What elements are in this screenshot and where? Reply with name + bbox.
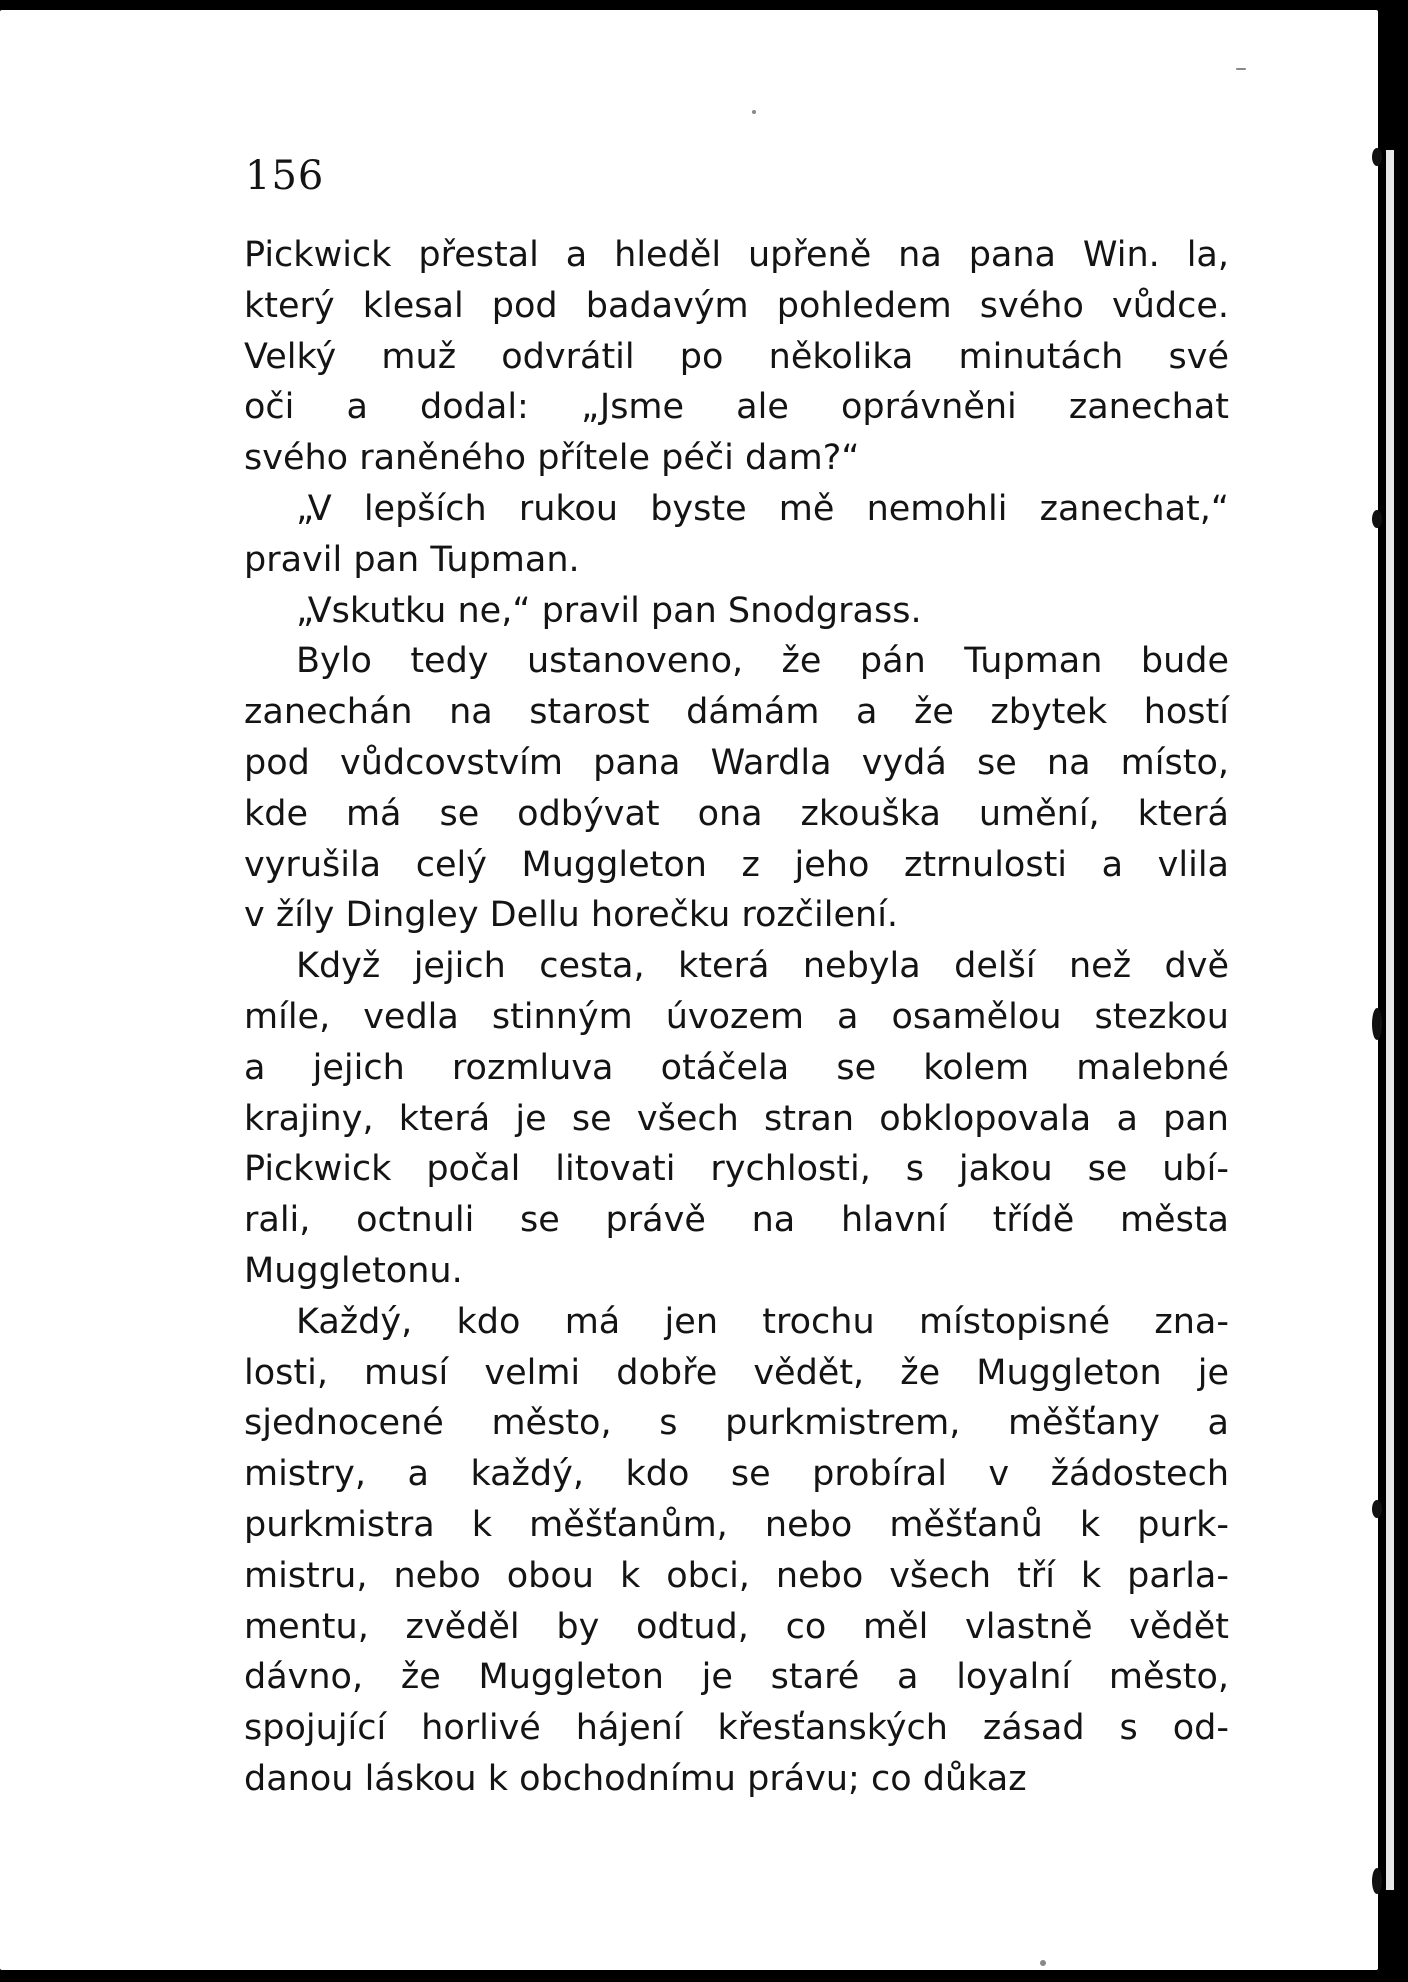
text-line: Když jejich cesta, která nebyla delší než dvě: [296, 946, 1229, 987]
paragraph: [244, 586, 1229, 637]
text-line: kde má se odbývat ona zkouška umění, která: [244, 793, 1229, 834]
binding-mark: [1372, 1868, 1382, 1894]
text-line: Pickwick přestal a hleděl upřeně na pana Win. la,: [244, 235, 1229, 275]
text-line: krajiny, která je se všech stran obklopovala a pan: [244, 1098, 1229, 1139]
binding-mark: [1372, 148, 1382, 166]
text-line: a jejich rozmluva otáčela se kolem malebné: [244, 1047, 1229, 1088]
text-line: Pickwick počal litovati rychlosti, s jakou se ubí-: [244, 1149, 1229, 1190]
text-line: danou láskou k obchodnímu právu; co důkaz: [244, 1758, 1027, 1799]
paragraph: [244, 1297, 1229, 1805]
text-line: v žíly Dingley Dellu horečku rozčilení.: [244, 895, 899, 936]
text-line: rali, octnuli se právě na hlavní třídě města: [244, 1200, 1229, 1241]
print-speck: [752, 110, 756, 114]
text-line: sjednocené město, s purkmistrem, měšťany a: [244, 1403, 1229, 1444]
text-line: vyrušila celý Muggleton z jeho ztrnulosti a vlila: [244, 844, 1229, 885]
text-line: který klesal pod badavým pohledem svého vůdce.: [244, 285, 1229, 326]
binding-mark: [1372, 510, 1382, 528]
text-line: mistry, a každý, kdo se probíral v žádostech: [244, 1454, 1229, 1495]
text-line: Bylo tedy ustanoveno, že pán Tupman bude: [296, 641, 1229, 682]
binding-mark: [1372, 1008, 1382, 1040]
text-line: Velký muž odvrátil po několika minutách své: [244, 336, 1229, 377]
body-text: [244, 230, 1229, 1805]
print-speck: [1236, 68, 1246, 70]
text-line: pod vůdcovstvím pana Wardla vydá se na místo,: [244, 742, 1229, 783]
paragraph: [244, 230, 1229, 484]
paragraph: [244, 484, 1229, 586]
text-line: mentu, zvěděl by odtud, co měl vlastně vědět: [244, 1606, 1229, 1647]
text-line: Muggletonu.: [244, 1250, 463, 1291]
print-speck: [1040, 1960, 1046, 1966]
text-line: mistru, nebo obou k obci, nebo všech tří k parla-: [244, 1555, 1229, 1596]
page-number: 156: [245, 153, 325, 199]
text-line: spojující horlivé hájení křesťanských zásad s od-: [244, 1708, 1229, 1749]
text-line: zanechán na starost dámám a že zbytek hostí: [244, 692, 1229, 733]
text-line: pravil pan Tupman.: [244, 539, 580, 580]
text-line: losti, musí velmi dobře vědět, že Muggleton je: [244, 1352, 1229, 1393]
paragraph: [244, 941, 1229, 1297]
page-edge: [1386, 150, 1394, 1890]
text-line: míle, vedla stinným úvozem a osamělou stezkou: [244, 996, 1229, 1037]
paragraph: [244, 636, 1229, 941]
text-line: „V lepších rukou byste mě nemohli zanechat,“: [296, 488, 1229, 529]
text-line: dávno, že Muggleton je staré a loyalní město,: [244, 1657, 1229, 1698]
binding-mark: [1372, 1500, 1382, 1518]
text-line: Každý, kdo má jen trochu místopisné zna-: [296, 1301, 1229, 1342]
text-line: „Vskutku ne,“ pravil pan Snodgrass.: [296, 590, 922, 631]
text-line: purkmistra k měšťanům, nebo měšťanů k purk-: [244, 1504, 1229, 1545]
book-page: [0, 10, 1378, 1970]
text-line: svého raněného přítele péči dam?“: [244, 438, 860, 479]
text-line: oči a dodal: „Jsme ale oprávněni zanechat: [244, 387, 1229, 428]
